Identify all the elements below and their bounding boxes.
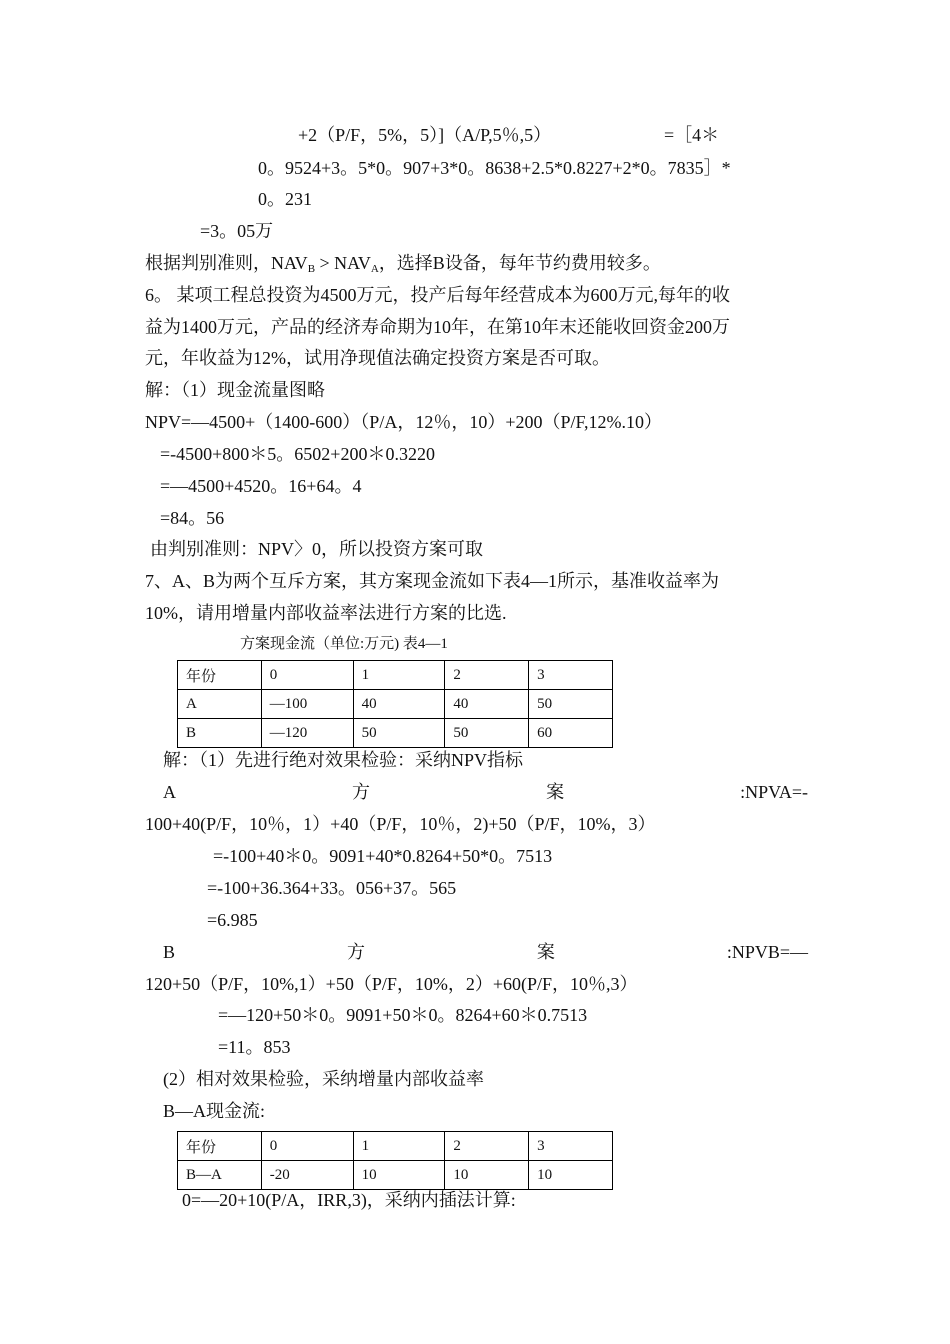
- formula-result: =6.985: [207, 910, 258, 930]
- table-cell: 0: [261, 661, 353, 690]
- formula-result: =84。56: [160, 508, 225, 528]
- table-cell: 40: [445, 690, 529, 719]
- formula-line: =-100+40＊0。9091+40*0.8264+50*0。7513: [213, 846, 553, 866]
- table-cell: 1: [353, 661, 445, 690]
- formula-line: 100+40(P/F，10％，1）+40（P/F，10％，2)+50（P/F，10%，3）: [145, 814, 656, 834]
- table-cell: B: [178, 719, 262, 748]
- problem-7-text: 10%，请用增量内部收益率法进行方案的比选.: [145, 603, 507, 623]
- table-caption: 方案现金流（单位:万元) 表4—1: [240, 636, 448, 652]
- table-cell: 50: [445, 719, 529, 748]
- table-row: [178, 1161, 613, 1190]
- incremental-cash-flow-table: [177, 1131, 613, 1190]
- table-cell: -20: [261, 1161, 353, 1190]
- conclusion-line: 由判别准则：NPV〉0，所以投资方案可取: [150, 539, 484, 559]
- problem-7-text: 7、A、B为两个互斥方案，其方案现金流如下表4—1所示，基准收益率为: [145, 571, 720, 591]
- table-cell: 10: [445, 1161, 529, 1190]
- formula-line: +2（P/F，5%，5）]（A/P,5％,5）: [298, 125, 552, 145]
- solution-heading: 解：（1）现金流量图略: [145, 380, 325, 400]
- formula-line: =-4500+800＊5。6502+200＊0.3220: [160, 444, 435, 464]
- problem-6-text: 6。 某项工程总投资为4500万元，投产后每年经营成本为600万元,每年的收: [145, 285, 730, 305]
- table-cell: 3: [529, 1132, 613, 1161]
- problem-6-text: 元，年收益为12%，试用净现值法确定投资方案是否可取。: [145, 348, 610, 368]
- formula-line: 0。9524+3。5*0。907+3*0。8638+2.5*0.8227+2*0。7835］*: [258, 158, 731, 178]
- table-cell: 60: [529, 719, 613, 748]
- solution-heading: 解：（1）先进行绝对效果检验：采纳NPV指标: [163, 750, 524, 770]
- conclusion-paragraph: 根据判别准则，$NAV_B > NAV_A$，选择B设备，每年节约费用较多。: [145, 253, 661, 275]
- table-cell: 2: [445, 661, 529, 690]
- justified-word: :NPVB=—: [726, 942, 808, 962]
- table-cell: 年份: [178, 1132, 262, 1161]
- justified-line-a: [163, 781, 808, 803]
- formula-result: =11。853: [218, 1037, 291, 1057]
- table-cell: 年份: [178, 661, 262, 690]
- formula-line: =—120+50＊0。9091+50＊0。8264+60＊0.7513: [218, 1005, 588, 1025]
- table-cell: 50: [529, 690, 613, 719]
- formula-line: =—4500+4520。16+64。4: [160, 476, 362, 496]
- justified-word: A: [163, 782, 176, 802]
- justified-word: 案: [546, 782, 565, 802]
- formula-result: =3。05万: [200, 221, 274, 241]
- justified-word: :NPVA=-: [740, 782, 808, 802]
- table-cell: A: [178, 690, 262, 719]
- table-cell: 10: [353, 1161, 445, 1190]
- justified-word: B: [163, 942, 176, 962]
- formula-line: 0=—20+10(P/A，IRR,3)，采纳内插法计算:: [182, 1190, 516, 1210]
- table-cell: 3: [529, 661, 613, 690]
- justified-line-b: [163, 941, 808, 963]
- cash-flow-table: [177, 660, 613, 748]
- formula-line: =［4＊: [664, 125, 720, 145]
- table-row: [178, 719, 613, 748]
- justified-word: 方: [352, 782, 371, 802]
- table-row: [178, 1132, 613, 1161]
- table-cell: —120: [261, 719, 353, 748]
- justified-word: 方: [346, 942, 365, 962]
- table-cell: 1: [353, 1132, 445, 1161]
- formula-line: =-100+36.364+33。056+37。565: [207, 878, 457, 898]
- table-cell: —100: [261, 690, 353, 719]
- table-cell: 40: [353, 690, 445, 719]
- table-cell: B—A: [178, 1161, 262, 1190]
- justified-word: 案: [536, 942, 555, 962]
- table-cell: 50: [353, 719, 445, 748]
- formula-line: NPV=—4500+（1400-600）（P/A，12％，10）+200（P/F,12%.10）: [145, 412, 663, 432]
- table-cell: 10: [529, 1161, 613, 1190]
- table-cell: 0: [261, 1132, 353, 1161]
- formula-line: 120+50（P/F，10%,1）+50（P/F，10%，2）+60(P/F，10％,3）: [145, 974, 638, 994]
- table-row: [178, 661, 613, 690]
- table-cell: 2: [445, 1132, 529, 1161]
- formula-line: 0。231: [258, 189, 312, 209]
- table-label: B—A现金流:: [163, 1101, 266, 1121]
- solution-heading: (2）相对效果检验，采纳增量内部收益率: [163, 1069, 484, 1089]
- problem-6-text: 益为1400万元，产品的经济寿命期为10年，在第10年末还能收回资金200万: [145, 317, 730, 337]
- table-row: [178, 690, 613, 719]
